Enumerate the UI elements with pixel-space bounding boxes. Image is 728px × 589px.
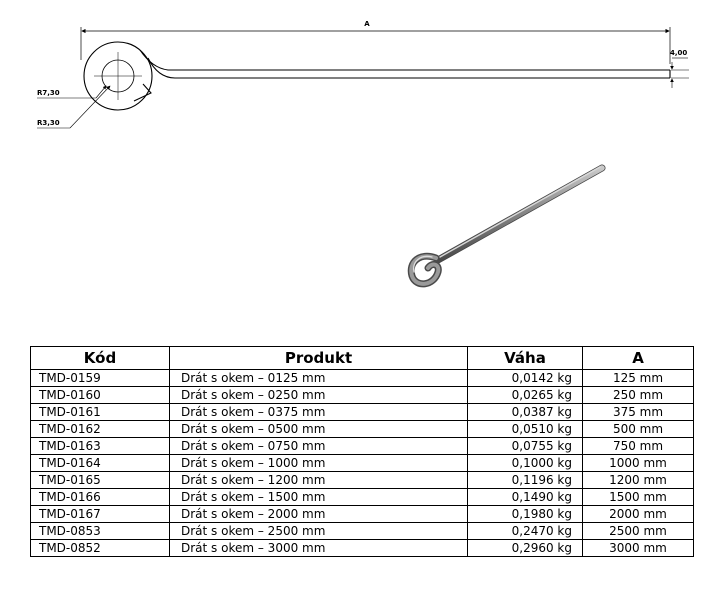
cell-code: TMD-0852 (31, 540, 170, 557)
cell-length: 1500 mm (583, 489, 694, 506)
cell-code: TMD-0161 (31, 404, 170, 421)
cell-weight: 0,0265 kg (468, 387, 583, 404)
dimension-length (81, 20, 670, 64)
cell-weight: 0,1196 kg (468, 472, 583, 489)
cell-weight: 0,2470 kg (468, 523, 583, 540)
cell-weight: 0,0755 kg (468, 438, 583, 455)
cell-code: TMD-0166 (31, 489, 170, 506)
cell-product: Drát s okem – 0250 mm (170, 387, 468, 404)
cell-product: Drát s okem – 2000 mm (170, 506, 468, 523)
table-row (31, 540, 694, 557)
cell-product: Drát s okem – 1200 mm (170, 472, 468, 489)
header-produkt: Produkt (170, 347, 468, 370)
cell-length: 500 mm (583, 421, 694, 438)
cell-length: 375 mm (583, 404, 694, 421)
cell-weight: 0,0387 kg (468, 404, 583, 421)
dimension-radius-outer (37, 86, 106, 98)
table-row (31, 489, 694, 506)
table-row (31, 387, 694, 404)
cell-length: 1200 mm (583, 472, 694, 489)
cell-product: Drát s okem – 0375 mm (170, 404, 468, 421)
cell-code: TMD-0853 (31, 523, 170, 540)
cell-code: TMD-0167 (31, 506, 170, 523)
cell-code: TMD-0165 (31, 472, 170, 489)
wire-3d-render (411, 167, 602, 284)
radius-inner-label: R3,30 (37, 119, 60, 127)
table-row (31, 438, 694, 455)
cell-product: Drát s okem – 1500 mm (170, 489, 468, 506)
cell-product: Drát s okem – 1000 mm (170, 455, 468, 472)
cell-weight: 0,0510 kg (468, 421, 583, 438)
cell-length: 125 mm (583, 370, 694, 387)
cell-product: Drát s okem – 0125 mm (170, 370, 468, 387)
cell-length: 2500 mm (583, 523, 694, 540)
cell-length: 750 mm (583, 438, 694, 455)
cell-length: 3000 mm (583, 540, 694, 557)
cell-code: TMD-0159 (31, 370, 170, 387)
table-row (31, 404, 694, 421)
cell-weight: 0,1000 kg (468, 455, 583, 472)
cell-product: Drát s okem – 0750 mm (170, 438, 468, 455)
table-row (31, 455, 694, 472)
wire-outline (84, 42, 670, 110)
cell-weight: 0,2960 kg (468, 540, 583, 557)
cell-length: 250 mm (583, 387, 694, 404)
table-row (31, 472, 694, 489)
cell-code: TMD-0164 (31, 455, 170, 472)
dimension-length-label: A (364, 20, 370, 28)
cell-length: 2000 mm (583, 506, 694, 523)
header-vaha: Váha (468, 347, 583, 370)
cell-code: TMD-0162 (31, 421, 170, 438)
cell-code: TMD-0163 (31, 438, 170, 455)
cell-product: Drát s okem – 3000 mm (170, 540, 468, 557)
cell-weight: 0,0142 kg (468, 370, 583, 387)
cell-code: TMD-0160 (31, 387, 170, 404)
table-row (31, 421, 694, 438)
table-row (31, 370, 694, 387)
table-header-row (31, 347, 694, 370)
table-row (31, 506, 694, 523)
cell-length: 1000 mm (583, 455, 694, 472)
product-table (30, 346, 694, 557)
cell-product: Drát s okem – 0500 mm (170, 421, 468, 438)
radius-outer-label: R7,30 (37, 89, 60, 97)
table-row (31, 523, 694, 540)
cell-weight: 0,1490 kg (468, 489, 583, 506)
dimension-diameter-label: 4,00 (670, 49, 688, 57)
dimension-diameter (670, 49, 689, 88)
header-kod: Kód (31, 347, 170, 370)
cell-weight: 0,1980 kg (468, 506, 583, 523)
cell-product: Drát s okem – 2500 mm (170, 523, 468, 540)
header-a: A (583, 347, 694, 370)
